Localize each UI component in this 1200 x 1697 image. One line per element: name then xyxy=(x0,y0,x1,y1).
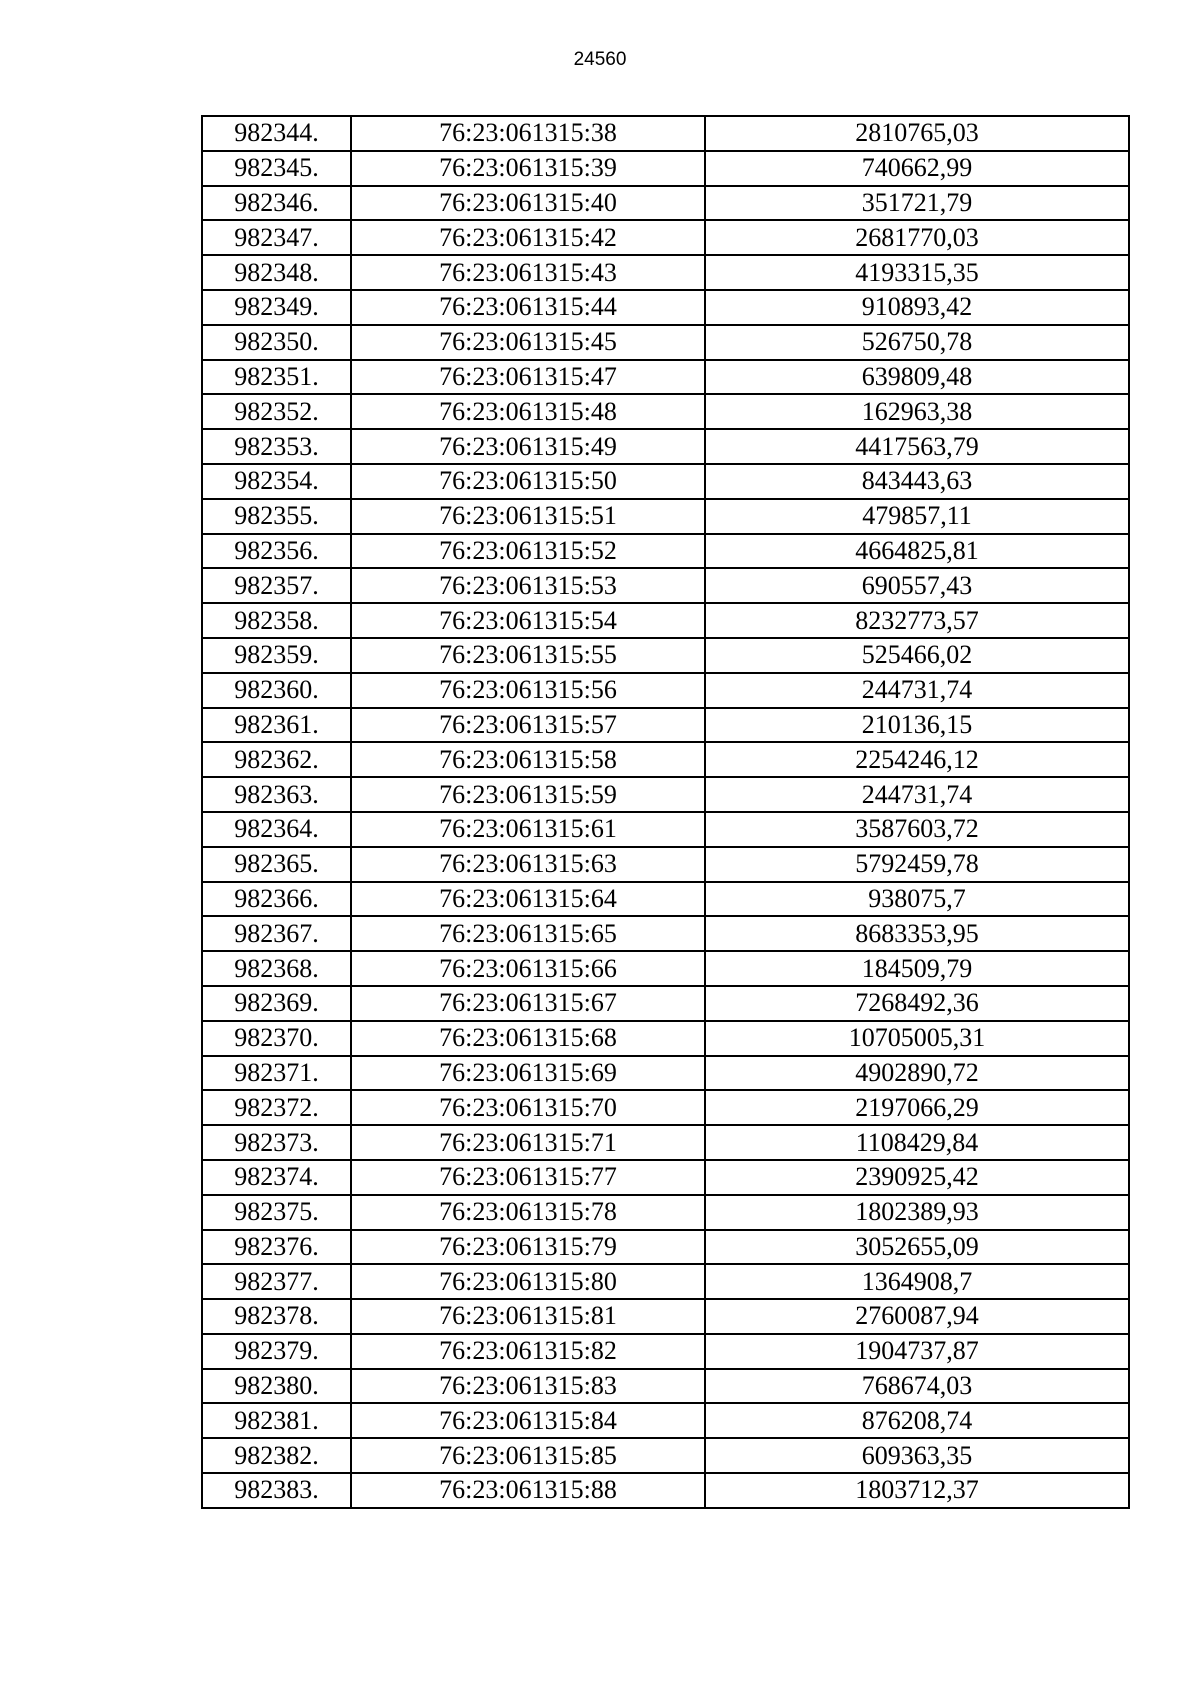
cadastral-value-cell: 5792459,78 xyxy=(705,847,1129,882)
cadastral-value-cell: 2810765,03 xyxy=(705,116,1129,151)
cadastral-number-cell: 76:23:061315:58 xyxy=(351,742,705,777)
cadastral-value-cell: 4664825,81 xyxy=(705,534,1129,569)
cadastral-number-cell: 76:23:061315:38 xyxy=(351,116,705,151)
table-row xyxy=(202,499,1129,534)
cadastral-value-cell: 8683353,95 xyxy=(705,916,1129,951)
page-number: 24560 xyxy=(573,49,627,70)
cadastral-value-cell: 2254246,12 xyxy=(705,742,1129,777)
cadastral-number-cell: 76:23:061315:50 xyxy=(351,464,705,499)
row-number-cell: 982358. xyxy=(202,603,351,638)
cadastral-number-cell: 76:23:061315:49 xyxy=(351,429,705,464)
row-number-cell: 982356. xyxy=(202,534,351,569)
cadastral-number-cell: 76:23:061315:44 xyxy=(351,290,705,325)
table-row xyxy=(202,742,1129,777)
row-number-cell: 982383. xyxy=(202,1473,351,1508)
cadastral-value-cell: 210136,15 xyxy=(705,708,1129,743)
row-number-cell: 982377. xyxy=(202,1264,351,1299)
cadastral-value-cell: 768674,03 xyxy=(705,1369,1129,1404)
row-number-cell: 982366. xyxy=(202,882,351,917)
cadastral-number-cell: 76:23:061315:63 xyxy=(351,847,705,882)
table-row xyxy=(202,777,1129,812)
table-body xyxy=(202,116,1129,1508)
table-row xyxy=(202,638,1129,673)
table-row xyxy=(202,568,1129,603)
table-row xyxy=(202,464,1129,499)
table-row xyxy=(202,325,1129,360)
cadastral-number-cell: 76:23:061315:47 xyxy=(351,360,705,395)
row-number-cell: 982365. xyxy=(202,847,351,882)
cadastral-value-cell: 938075,7 xyxy=(705,882,1129,917)
cadastral-number-cell: 76:23:061315:83 xyxy=(351,1369,705,1404)
cadastral-value-cell: 4902890,72 xyxy=(705,1056,1129,1091)
cadastral-number-cell: 76:23:061315:84 xyxy=(351,1403,705,1438)
row-number-cell: 982351. xyxy=(202,360,351,395)
row-number-cell: 982350. xyxy=(202,325,351,360)
cadastral-number-cell: 76:23:061315:66 xyxy=(351,951,705,986)
row-number-cell: 982359. xyxy=(202,638,351,673)
table-row xyxy=(202,1090,1129,1125)
cadastral-value-cell: 690557,43 xyxy=(705,568,1129,603)
table-row xyxy=(202,534,1129,569)
table-row xyxy=(202,1299,1129,1334)
cadastral-value-table xyxy=(201,115,1130,1509)
cadastral-value-cell: 479857,11 xyxy=(705,499,1129,534)
table-row xyxy=(202,394,1129,429)
table-row xyxy=(202,916,1129,951)
cadastral-value-cell: 740662,99 xyxy=(705,151,1129,186)
cadastral-number-cell: 76:23:061315:80 xyxy=(351,1264,705,1299)
row-number-cell: 982362. xyxy=(202,742,351,777)
cadastral-number-cell: 76:23:061315:55 xyxy=(351,638,705,673)
cadastral-value-cell: 184509,79 xyxy=(705,951,1129,986)
table-row xyxy=(202,708,1129,743)
cadastral-value-cell: 609363,35 xyxy=(705,1438,1129,1473)
cadastral-value-cell: 525466,02 xyxy=(705,638,1129,673)
cadastral-value-cell: 876208,74 xyxy=(705,1403,1129,1438)
row-number-cell: 982352. xyxy=(202,394,351,429)
table-row xyxy=(202,1195,1129,1230)
cadastral-number-cell: 76:23:061315:78 xyxy=(351,1195,705,1230)
cadastral-value-cell: 2390925,42 xyxy=(705,1160,1129,1195)
table-row xyxy=(202,1403,1129,1438)
cadastral-value-cell: 4193315,35 xyxy=(705,255,1129,290)
row-number-cell: 982345. xyxy=(202,151,351,186)
row-number-cell: 982360. xyxy=(202,673,351,708)
cadastral-value-cell: 2681770,03 xyxy=(705,220,1129,255)
table-row xyxy=(202,812,1129,847)
cadastral-number-cell: 76:23:061315:52 xyxy=(351,534,705,569)
table-row xyxy=(202,986,1129,1021)
cadastral-value-cell: 7268492,36 xyxy=(705,986,1129,1021)
cadastral-number-cell: 76:23:061315:42 xyxy=(351,220,705,255)
row-number-cell: 982357. xyxy=(202,568,351,603)
cadastral-number-cell: 76:23:061315:68 xyxy=(351,1021,705,1056)
cadastral-number-cell: 76:23:061315:48 xyxy=(351,394,705,429)
table-row xyxy=(202,1056,1129,1091)
row-number-cell: 982355. xyxy=(202,499,351,534)
row-number-cell: 982382. xyxy=(202,1438,351,1473)
table-row xyxy=(202,847,1129,882)
cadastral-number-cell: 76:23:061315:54 xyxy=(351,603,705,638)
row-number-cell: 982381. xyxy=(202,1403,351,1438)
row-number-cell: 982373. xyxy=(202,1125,351,1160)
cadastral-number-cell: 76:23:061315:45 xyxy=(351,325,705,360)
cadastral-number-cell: 76:23:061315:77 xyxy=(351,1160,705,1195)
row-number-cell: 982347. xyxy=(202,220,351,255)
row-number-cell: 982379. xyxy=(202,1334,351,1369)
table-row xyxy=(202,290,1129,325)
table-row xyxy=(202,429,1129,464)
cadastral-value-cell: 1803712,37 xyxy=(705,1473,1129,1508)
table-row xyxy=(202,951,1129,986)
cadastral-number-cell: 76:23:061315:67 xyxy=(351,986,705,1021)
row-number-cell: 982363. xyxy=(202,777,351,812)
cadastral-number-cell: 76:23:061315:43 xyxy=(351,255,705,290)
table-row xyxy=(202,673,1129,708)
row-number-cell: 982353. xyxy=(202,429,351,464)
table-row xyxy=(202,255,1129,290)
row-number-cell: 982378. xyxy=(202,1299,351,1334)
cadastral-value-cell: 8232773,57 xyxy=(705,603,1129,638)
row-number-cell: 982344. xyxy=(202,116,351,151)
row-number-cell: 982375. xyxy=(202,1195,351,1230)
row-number-cell: 982354. xyxy=(202,464,351,499)
cadastral-value-cell: 1802389,93 xyxy=(705,1195,1129,1230)
cadastral-value-cell: 244731,74 xyxy=(705,673,1129,708)
row-number-cell: 982374. xyxy=(202,1160,351,1195)
cadastral-number-cell: 76:23:061315:56 xyxy=(351,673,705,708)
cadastral-value-cell: 1364908,7 xyxy=(705,1264,1129,1299)
cadastral-number-cell: 76:23:061315:82 xyxy=(351,1334,705,1369)
cadastral-value-cell: 1904737,87 xyxy=(705,1334,1129,1369)
cadastral-value-cell: 244731,74 xyxy=(705,777,1129,812)
cadastral-number-cell: 76:23:061315:85 xyxy=(351,1438,705,1473)
table-row xyxy=(202,1264,1129,1299)
row-number-cell: 982371. xyxy=(202,1056,351,1091)
table-row xyxy=(202,1160,1129,1195)
cadastral-number-cell: 76:23:061315:88 xyxy=(351,1473,705,1508)
cadastral-number-cell: 76:23:061315:69 xyxy=(351,1056,705,1091)
cadastral-value-cell: 843443,63 xyxy=(705,464,1129,499)
cadastral-number-cell: 76:23:061315:64 xyxy=(351,882,705,917)
table-row xyxy=(202,186,1129,221)
table-row xyxy=(202,1021,1129,1056)
cadastral-number-cell: 76:23:061315:65 xyxy=(351,916,705,951)
cadastral-number-cell: 76:23:061315:61 xyxy=(351,812,705,847)
row-number-cell: 982380. xyxy=(202,1369,351,1404)
cadastral-value-cell: 2197066,29 xyxy=(705,1090,1129,1125)
cadastral-value-cell: 10705005,31 xyxy=(705,1021,1129,1056)
row-number-cell: 982376. xyxy=(202,1230,351,1265)
table-row xyxy=(202,1334,1129,1369)
cadastral-number-cell: 76:23:061315:70 xyxy=(351,1090,705,1125)
cadastral-value-cell: 4417563,79 xyxy=(705,429,1129,464)
cadastral-number-cell: 76:23:061315:81 xyxy=(351,1299,705,1334)
cadastral-value-cell: 526750,78 xyxy=(705,325,1129,360)
cadastral-value-cell: 639809,48 xyxy=(705,360,1129,395)
cadastral-number-cell: 76:23:061315:59 xyxy=(351,777,705,812)
cadastral-number-cell: 76:23:061315:57 xyxy=(351,708,705,743)
table-row xyxy=(202,603,1129,638)
table-row xyxy=(202,1230,1129,1265)
table-row xyxy=(202,360,1129,395)
table-row xyxy=(202,1125,1129,1160)
table-row xyxy=(202,151,1129,186)
row-number-cell: 982348. xyxy=(202,255,351,290)
cadastral-number-cell: 76:23:061315:39 xyxy=(351,151,705,186)
row-number-cell: 982368. xyxy=(202,951,351,986)
row-number-cell: 982349. xyxy=(202,290,351,325)
cadastral-value-cell: 2760087,94 xyxy=(705,1299,1129,1334)
table-row xyxy=(202,1473,1129,1508)
row-number-cell: 982364. xyxy=(202,812,351,847)
table-row xyxy=(202,1438,1129,1473)
row-number-cell: 982346. xyxy=(202,186,351,221)
cadastral-number-cell: 76:23:061315:51 xyxy=(351,499,705,534)
cadastral-value-cell: 3587603,72 xyxy=(705,812,1129,847)
table-row xyxy=(202,1369,1129,1404)
table-row xyxy=(202,882,1129,917)
cadastral-value-cell: 1108429,84 xyxy=(705,1125,1129,1160)
cadastral-value-cell: 162963,38 xyxy=(705,394,1129,429)
row-number-cell: 982367. xyxy=(202,916,351,951)
cadastral-number-cell: 76:23:061315:71 xyxy=(351,1125,705,1160)
cadastral-number-cell: 76:23:061315:53 xyxy=(351,568,705,603)
table-row xyxy=(202,116,1129,151)
row-number-cell: 982361. xyxy=(202,708,351,743)
row-number-cell: 982372. xyxy=(202,1090,351,1125)
table-row xyxy=(202,220,1129,255)
cadastral-number-cell: 76:23:061315:79 xyxy=(351,1230,705,1265)
cadastral-number-cell: 76:23:061315:40 xyxy=(351,186,705,221)
cadastral-value-cell: 3052655,09 xyxy=(705,1230,1129,1265)
row-number-cell: 982369. xyxy=(202,986,351,1021)
cadastral-value-cell: 910893,42 xyxy=(705,290,1129,325)
cadastral-value-cell: 351721,79 xyxy=(705,186,1129,221)
row-number-cell: 982370. xyxy=(202,1021,351,1056)
